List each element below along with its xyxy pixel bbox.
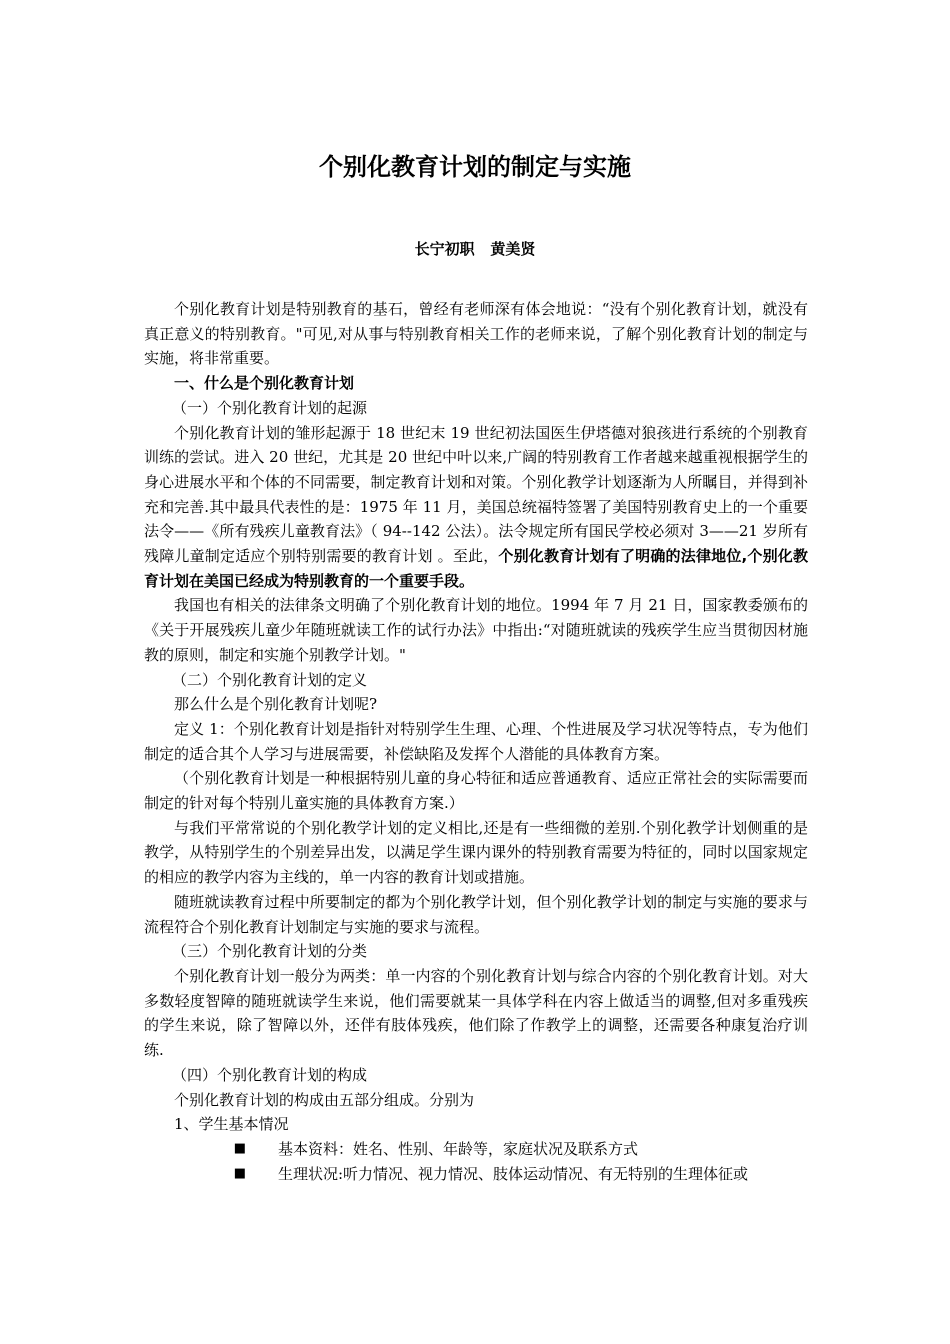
subsection-heading-composition: （四）个别化教育计划的构成 <box>172 1065 368 1084</box>
paragraph-comparison: 与我们平常常说的个别化教学计划的定义相比,还是有一些细微的差别.个别化教学计划侧重的是教学，从特别学生的个别差异出发，以满足学生课内课外的特别教育需要为特征的，同时以国家规定的相应的教学内容为主线的，单一内容的教育计划或措施。 <box>144 818 808 887</box>
list-item <box>144 1162 808 1187</box>
paragraph-china-law: 我国也有相关的法律条文明确了个别化教育计划的地位。1994 年 7 月 21 日，国家教委颁布的《关于开展残疾儿童少年随班就读工作的试行办法》中指出:“对随班就读的残疾学生应当贯彻因材施教的原则，制定和实施个别教学计划。" <box>144 596 808 664</box>
paragraph-origin-text: 个别化教育计划的雏形起源于 18 世纪末 19 世纪初法国医生伊塔德对狼孩进行系统的个别教育训练的尝试。进入 20 世纪，尤其是 20 世纪中叶以来,广阔的特别教育工作者越来越重视根据学生的身心进展水平和个体的不同需要，制定教育计划和对策。个别化教学计划逐渐为人所瞩目，并得到补充和完善.其中最具代表性的是：1975 年 11 月，美国总统福特签署了美国特别教育史上的一个重要法令——《所有残疾儿童教育法》（ 94--142 公法）。法令规定所有国民学校必须对 3——21 岁所有残障儿童制定适应个别特别需要的教育计划 。至此， <box>144 423 808 566</box>
bullet-square-icon: ■ <box>233 1140 246 1156</box>
document-body <box>144 297 808 1186</box>
subsection-heading-definition: （二）个别化教育计划的定义 <box>172 670 368 689</box>
list-item-text: 生理状况:听力情况、视力情况、肢体运动情况、有无特别的生理体征或 <box>278 1164 749 1183</box>
paragraph-composition: 个别化教育计划的构成由五部分组成。分别为 <box>174 1090 475 1109</box>
paragraph-intro: 个别化教育计划是特别教育的基石，曾经有老师深有体会地说：“没有个别化教育计划，就没有真正意义的特别教育。"可见,对从事与特别教育相关工作的老师来说，了解个别化教育计划的制定与实施，将非常重要。 <box>144 300 808 368</box>
list-item-text: 基本资料：姓名、性别、年龄等，家庭状况及联系方式 <box>278 1139 639 1158</box>
paragraph-classification: 个别化教育计划一般分为两类：单一内容的个别化教育计划与综合内容的个别化教育计划。对大多数轻度智障的随班就读学生来说，他们需要就某一具体学科在内容上做适当的调整,但对多重残疾的学生来说，除了智障以外，还伴有肢体残疾，他们除了作教学上的调整，还需要各种康复治疗训练. <box>144 966 808 1060</box>
paragraph-origin <box>144 421 808 594</box>
paragraph-question: 那么什么是个别化教育计划呢? <box>174 695 378 714</box>
document-title: 个别化教育计划的制定与实施 <box>319 153 631 181</box>
subsection-heading-origin: （一）个别化教育计划的起源 <box>172 398 368 417</box>
paragraph-origin-bold: 个别化教育计划有了明确的法律地位,个别化教育计划在美国已经成为特别教育的一个重要手段。 <box>144 547 808 590</box>
paragraph-inclusion: 随班就读教育过程中所要制定的都为个别化教学计划，但个别化教学计划的制定与实施的要求与流程符合个别化教育计划制定与实施的要求与流程。 <box>144 892 808 936</box>
document-author: 长宁初职 黄美贤 <box>414 240 536 258</box>
subsection-heading-classification: （三）个别化教育计划的分类 <box>172 942 368 961</box>
paragraph-definition-note: （个别化教育计划是一种根据特别儿童的身心特征和适应普通教育、适应正常社会的实际需要而制定的针对每个特别儿童实施的具体教育方案.） <box>144 769 808 813</box>
paragraph-definition-1: 定义 1：个别化教育计划是指针对特别学生生理、心理、个性进展及学习状况等特点，专为他们制定的适合其个人学习与进展需要，补偿缺陷及发挥个人潜能的具体教育方案。 <box>144 719 808 763</box>
bullet-square-icon: ■ <box>233 1165 246 1181</box>
list-heading-student-info: 1、学生基本情况 <box>174 1115 289 1134</box>
list-item <box>144 1137 808 1162</box>
section-heading-1: 一、什么是个别化教育计划 <box>174 374 355 393</box>
